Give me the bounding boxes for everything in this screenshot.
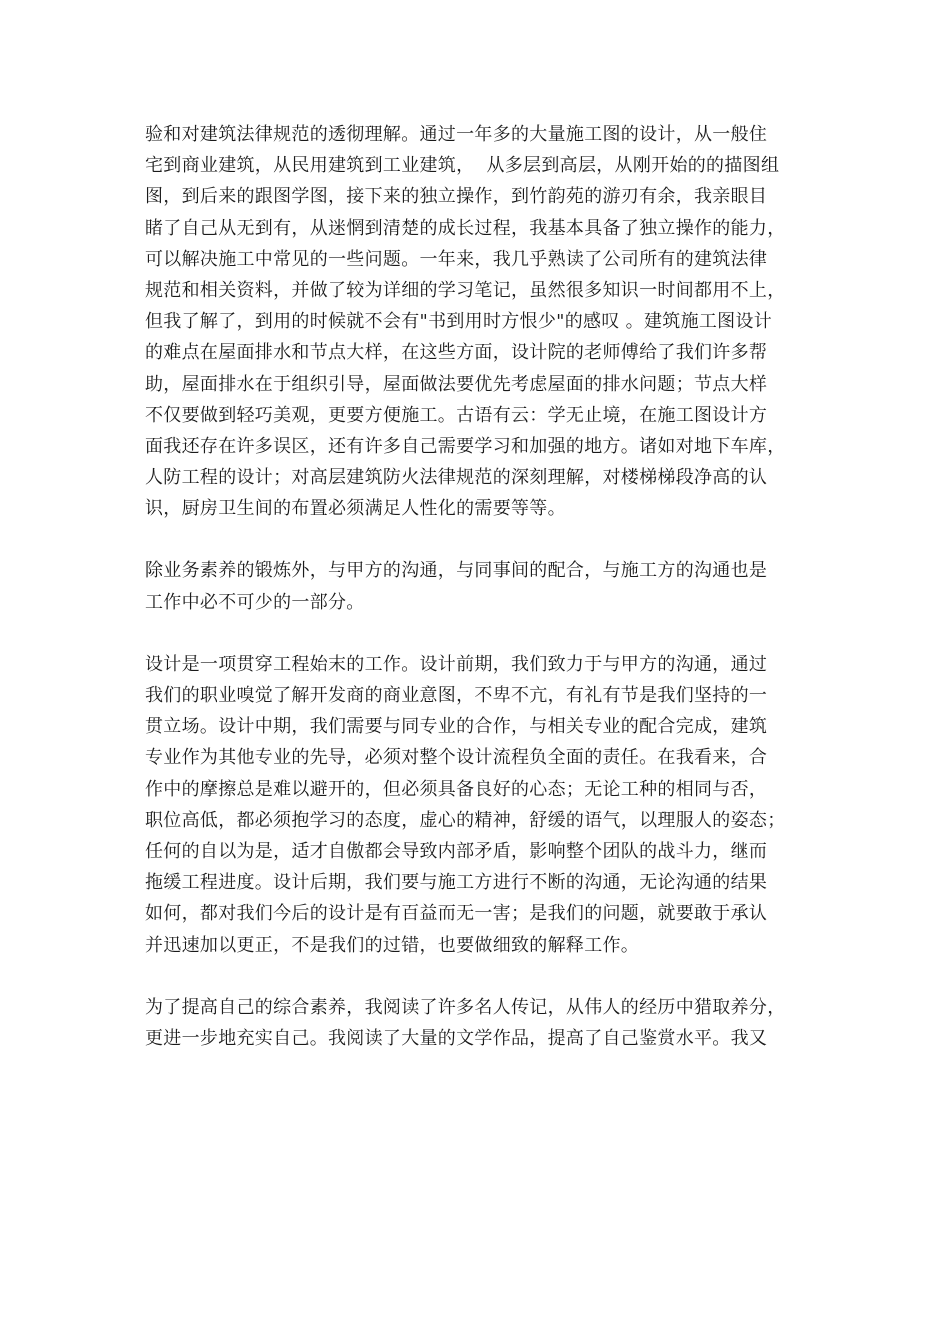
paragraph-design-process [145,649,810,961]
text-line: 图，到后来的跟图学图，接下来的独立操作，到竹韵苑的游刃有余，我亲眼目 [145,186,768,208]
text-line: 我们的职业嗅觉了解开发商的商业意图，不卑不亢，有礼有节是我们坚持的一 [145,685,768,706]
text-line: 面我还存在许多误区，还有许多自己需要学习和加强的地方。诸如对地下车库， [145,435,786,457]
text-line: 如何，都对我们今后的设计是有百益而无一害；是我们的问题，就要敢于承认 [145,903,768,925]
paragraph-communication [145,555,810,617]
text-line: 睹了自己从无到有，从迷惘到清楚的成长过程，我基本具备了独立操作的能力， [145,217,786,239]
text-line: 人防工程的设计；对高层建筑防火法律规范的深刻理解，对楼梯梯段净高的认 [145,467,768,489]
text-line: 识，厨房卫生间的布置必须满足人性化的需要等等。 [145,498,566,520]
text-line: 拖缓工程进度。设计后期，我们要与施工方进行不断的沟通，无论沟通的结果 [145,872,768,894]
text-line: 作中的摩擦总是难以避开的，但必须具备良好的心态；无论工种的相同与否， [145,778,768,800]
text-line: 职位高低，都必须抱学习的态度，虚心的精神，舒缓的语气，以理服人的姿态； [145,809,786,831]
text-line: 不仅要做到轻巧美观，更要方便施工。古语有云：学无止境，在施工图设计方 [145,404,768,426]
text-line: 并迅速加以更正，不是我们的过错，也要做细致的解释工作。 [145,934,640,956]
text-line: 但我了解了，到用的时候就不会有"书到用时方恨少"的感叹 。建筑施工图设计 [145,311,773,333]
text-line: 的难点在屋面排水和节点大样，在这些方面，设计院的老师傅给了我们许多帮 [145,342,768,364]
text-line: 宅到商业建筑，从民用建筑到工业建筑， 从多层到高层，从刚开始的的描图组 [145,155,780,177]
paragraph-self-improvement [145,992,810,1054]
text-line: 助，屋面排水在于组织引导，屋面做法要优先考虑屋面的排水问题；节点大样 [145,373,768,395]
text-line: 除业务素养的锻炼外，与甲方的沟通，与同事间的配合，与施工方的沟通也是 [145,560,768,582]
text-line: 设计是一项贯穿工程始末的工作。设计前期，我们致力于与甲方的沟通，通过 [145,653,768,675]
text-line: 贯立场。设计中期，我们需要与同专业的合作，与相关专业的配合完成，建筑 [145,716,768,738]
document-body [145,119,810,1085]
paragraph-design-experience [145,119,810,524]
text-line: 可以解决施工中常见的一些问题。一年来，我几乎熟读了公司所有的建筑法律 [145,248,768,270]
text-line: 验和对建筑法律规范的透彻理解。通过一年多的大量施工图的设计，从一般住 [145,124,768,145]
text-line: 任何的自以为是，适才自傲都会导致内部矛盾，影响整个团队的战斗力，继而 [145,840,768,862]
text-line: 为了提高自己的综合素养，我阅读了许多名人传记，从伟人的经历中猎取养分， [145,996,786,1018]
text-line: 专业作为其他专业的先导，必须对整个设计流程负全面的责任。在我看来，合 [145,747,768,769]
text-line: 规范和相关资料，并做了较为详细的学习笔记，虽然很多知识一时间都用不上， [145,279,786,301]
text-line: 更进一步地充实自己。我阅读了大量的文学作品，提高了自己鉴赏水平。我又 [145,1027,768,1049]
text-line: 工作中必不可少的一部分。 [145,591,365,613]
